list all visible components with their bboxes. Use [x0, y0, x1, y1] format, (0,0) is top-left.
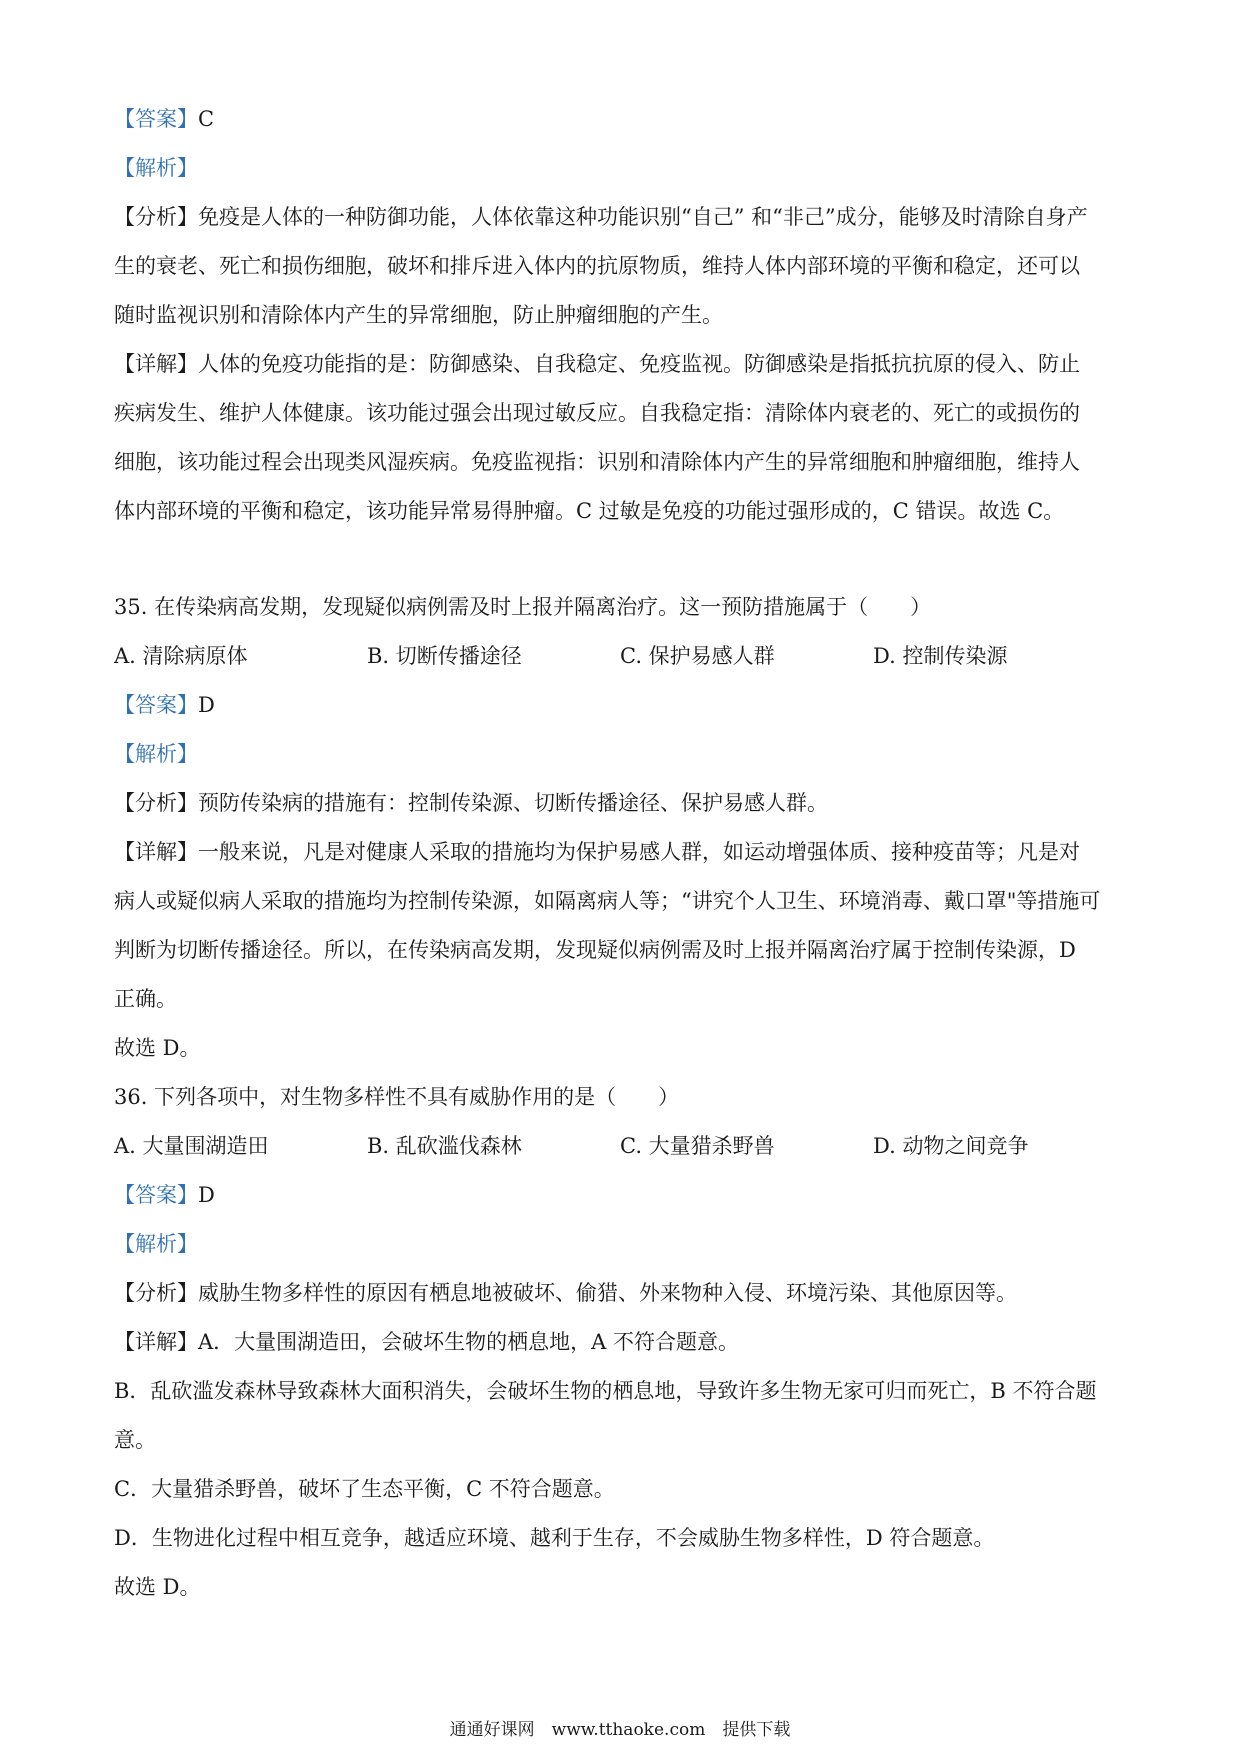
- answer-tag: 【答案】: [114, 693, 198, 717]
- answer-line: [114, 1180, 1134, 1210]
- conclusion: 故选 D。: [114, 1036, 201, 1060]
- fenxi-line: 【分析】免疫是人体的一种防御功能，人体依靠这种功能识别“自己” 和“非己”成分，能够及时清除自身产: [114, 205, 1088, 229]
- answer-tag: 【答案】: [114, 1183, 198, 1207]
- option-b: B. 乱砍滥伐森林: [367, 1134, 522, 1158]
- answer-value: D: [198, 693, 215, 717]
- xiangjie-line: 【详解】人体的免疫功能指的是：防御感染、自我稳定、免疫监视。防御感染是指抵抗抗原的侵入、防止: [114, 352, 1080, 376]
- analysis-tag: 【解析】: [114, 1232, 198, 1256]
- option-c: C. 保护易感人群: [620, 644, 775, 668]
- option-d: D. 控制传染源: [873, 644, 1008, 668]
- xiangjie-line: 细胞，该功能过程会出现类风湿疾病。免疫监视指：识别和清除体内产生的异常细胞和肿瘤细胞，维持人: [114, 450, 1080, 474]
- option-d: D. 动物之间竞争: [873, 1134, 1029, 1158]
- xiangjie-line: 【详解】一般来说，凡是对健康人采取的措施均为保护易感人群，如运动增强体质、接种疫苗等；凡是对: [114, 840, 1080, 864]
- question-36: 36. 下列各项中，对生物多样性不具有威胁作用的是（ ）: [114, 1085, 680, 1109]
- conclusion: 故选 D。: [114, 1575, 201, 1599]
- xiangjie-line: B．乱砍滥发森林导致森林大面积消失，会破坏生物的栖息地，导致许多生物无家可归而死亡，B 不符合题: [114, 1379, 1097, 1403]
- answer-value: D: [198, 1183, 215, 1207]
- fenxi-line: 【分析】威胁生物多样性的原因有栖息地被破坏、偷猎、外来物种入侵、环境污染、其他原因等。: [114, 1281, 1017, 1305]
- answer-value: C: [198, 107, 215, 131]
- option-a: A. 清除病原体: [114, 644, 248, 668]
- fenxi-line: 随时监视识别和清除体内产生的异常细胞，防止肿瘤细胞的产生。: [114, 303, 723, 327]
- question-35: 35. 在传染病高发期，发现疑似病例需及时上报并隔离治疗。这一预防措施属于（ ）: [114, 595, 932, 619]
- fenxi-line: 【分析】预防传染病的措施有：控制传染源、切断传播途径、保护易感人群。: [114, 791, 828, 815]
- fenxi-line: 生的衰老、死亡和损伤细胞，破坏和排斥进入体内的抗原物质，维持人体内部环境的平衡和稳定，还可以: [114, 254, 1080, 278]
- xiangjie-line: 体内部环境的平衡和稳定，该功能异常易得肿瘤。C 过敏是免疫的功能过强形成的，C 错误。故选 C。: [114, 499, 1065, 523]
- xiangjie-line: 病人或疑似病人采取的措施均为控制传染源，如隔离病人等；“讲究个人卫生、环境消毒、戴口罩"等措施可: [114, 889, 1101, 913]
- answer-line: [114, 104, 1134, 134]
- xiangjie-line: 疾病发生、维护人体健康。该功能过强会出现过敏反应。自我稳定指：清除体内衰老的、死亡的或损伤的: [114, 401, 1080, 425]
- option-c: C. 大量猎杀野兽: [620, 1134, 775, 1158]
- xiangjie-line: 正确。: [114, 987, 177, 1011]
- answer-line: [114, 690, 1134, 720]
- answer-tag: 【答案】: [114, 107, 198, 131]
- xiangjie-line: C．大量猎杀野兽，破坏了生态平衡，C 不符合题意。: [114, 1477, 615, 1501]
- analysis-tag: 【解析】: [114, 742, 198, 766]
- xiangjie-line: 判断为切断传播途径。所以，在传染病高发期，发现疑似病例需及时上报并隔离治疗属于控制传染源，D: [114, 938, 1076, 962]
- xiangjie-line: 意。: [114, 1428, 156, 1452]
- page-footer: 通通好课网 www.tthaoke.com 提供下载: [449, 1720, 791, 1740]
- option-a: A. 大量围湖造田: [114, 1134, 269, 1158]
- analysis-tag: 【解析】: [114, 156, 198, 180]
- option-b: B. 切断传播途径: [367, 644, 522, 668]
- xiangjie-line: 【详解】A．大量围湖造田，会破坏生物的栖息地，A 不符合题意。: [114, 1330, 740, 1354]
- xiangjie-line: D．生物进化过程中相互竞争，越适应环境、越利于生存，不会威胁生物多样性，D 符合题意。: [114, 1526, 995, 1550]
